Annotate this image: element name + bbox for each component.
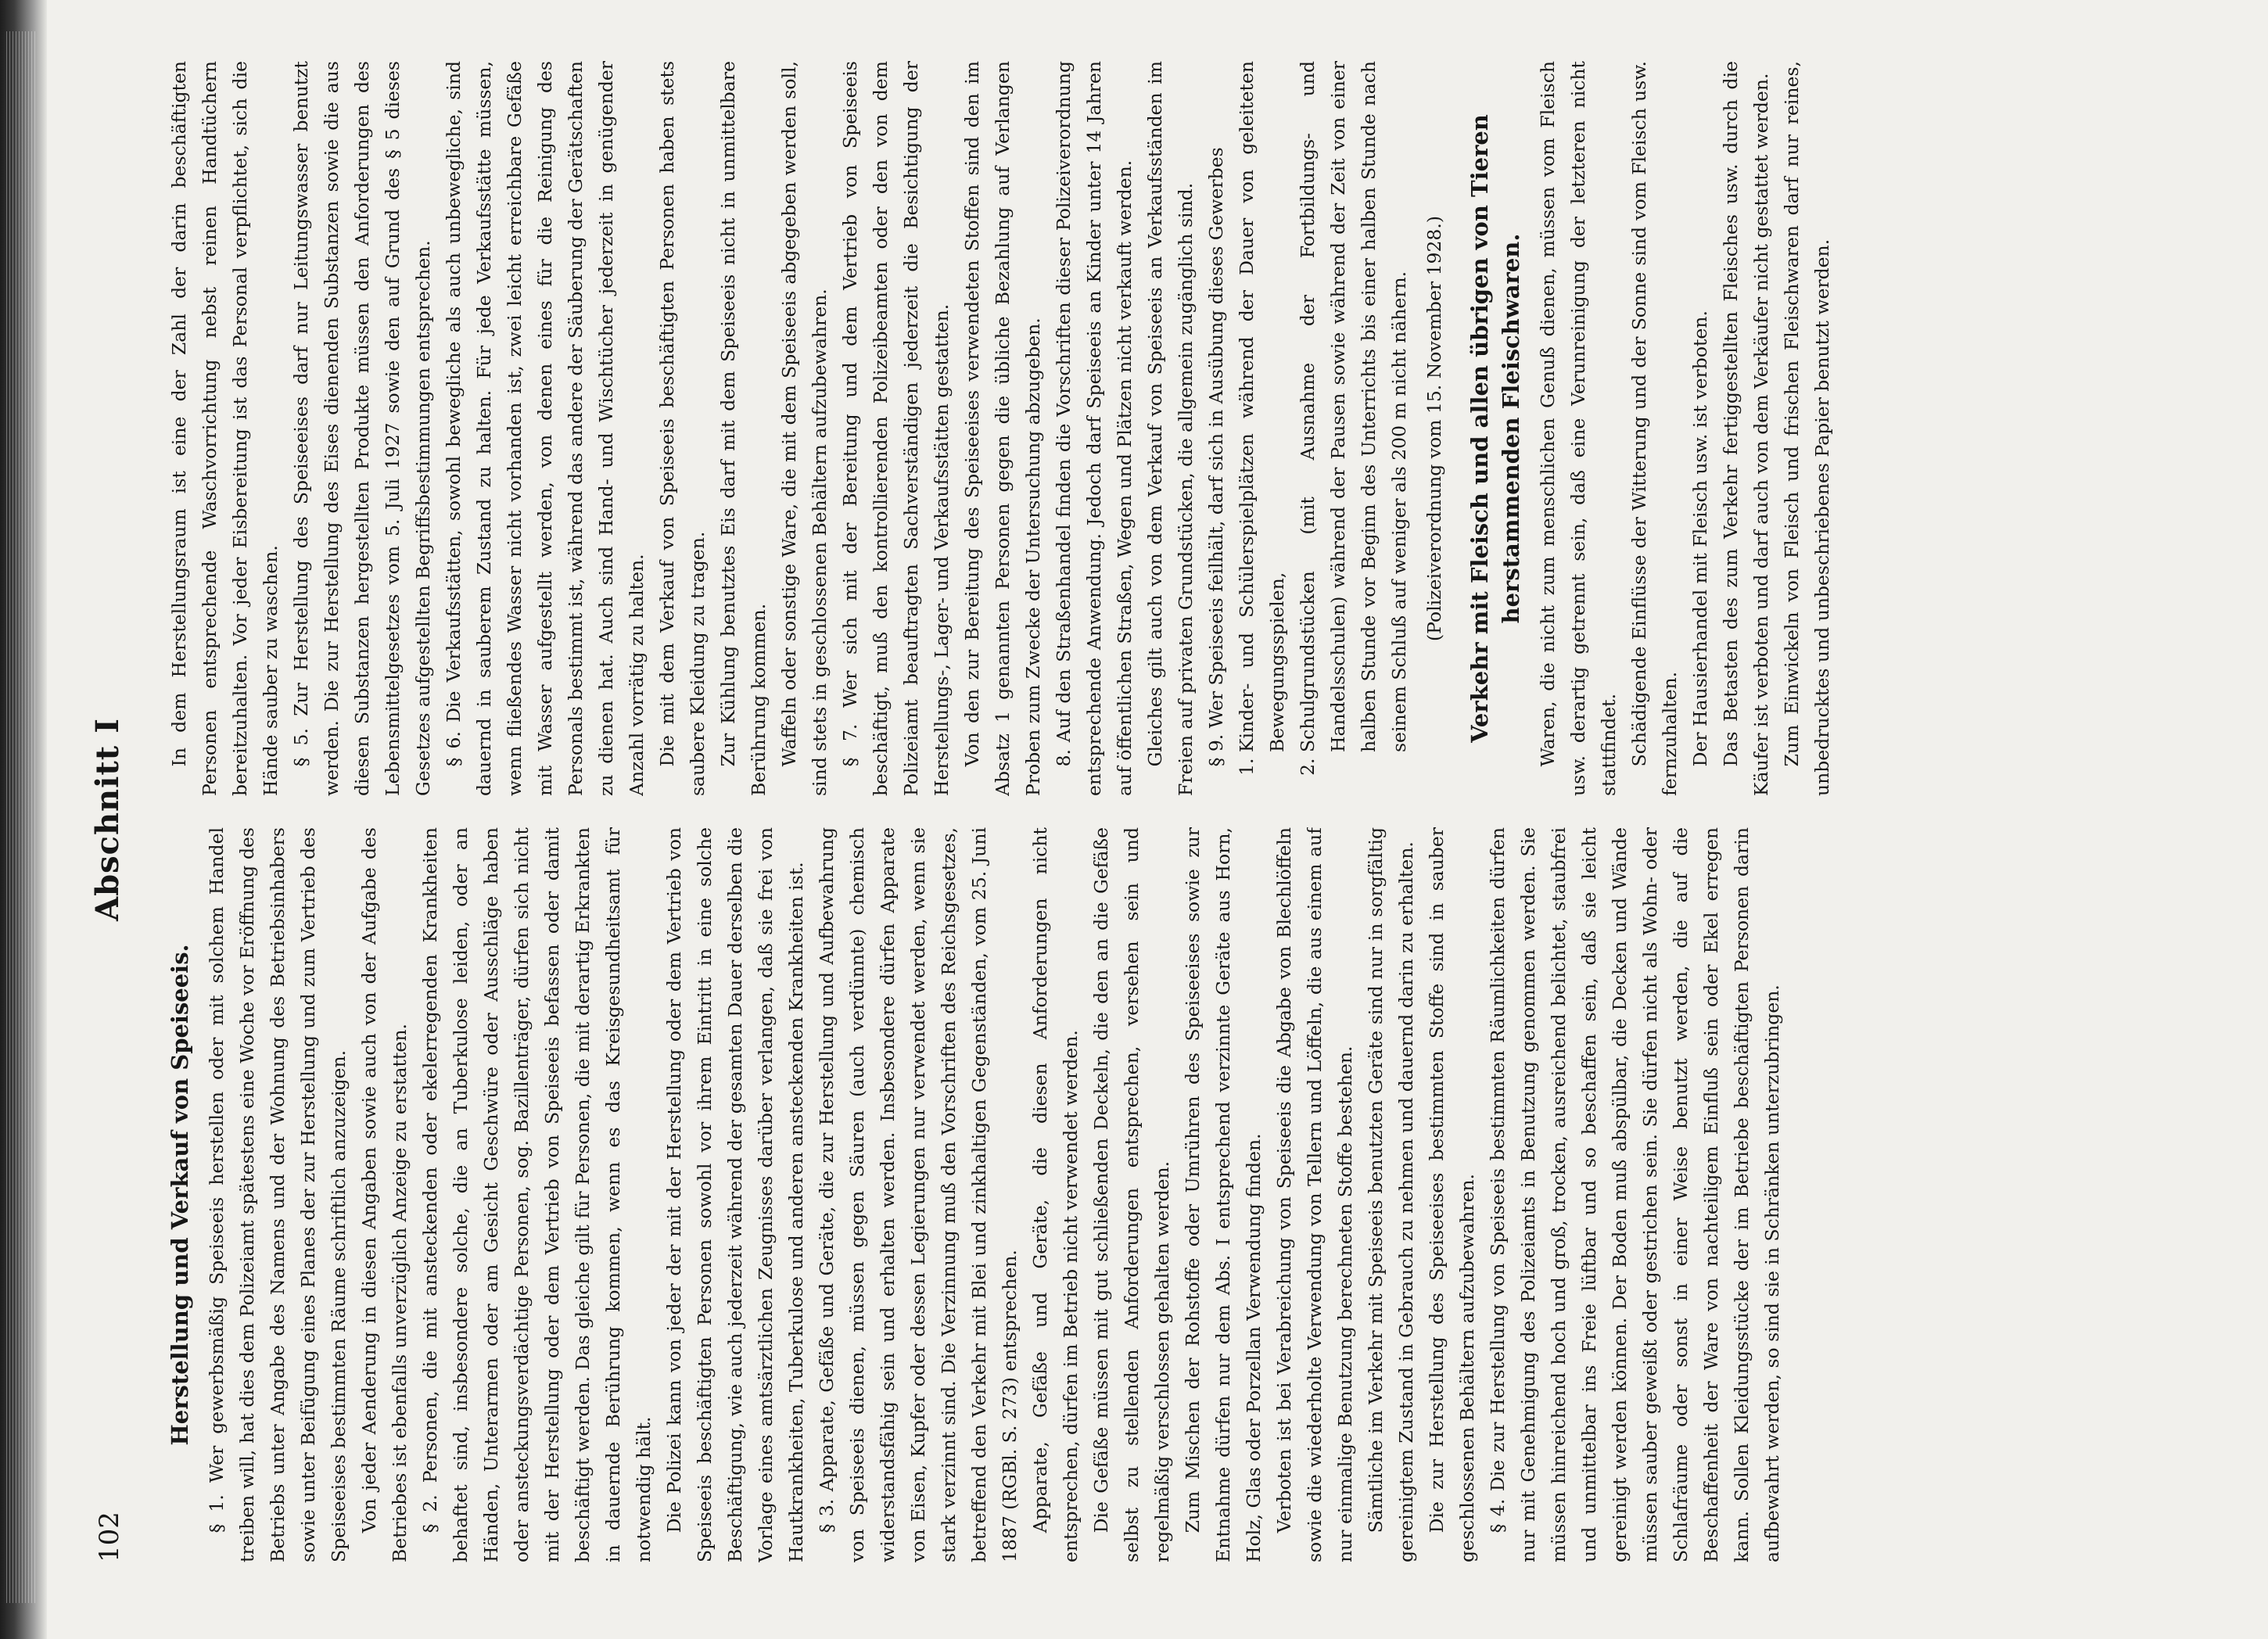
paragraph: 8. Auf den Straßenhandel finden die Vorschriften dieser Polizeiverordnung entsprechende Anwendung. Jedoch darf Speiseeis an Kinder unter 14 Jahren auf öffentlichen Straßen, Wegen und Plätzen nicht verkauft werden. bbox=[1053, 61, 1136, 796]
page-edges bbox=[6, 31, 38, 1603]
paragraph: § 7. Wer sich mit der Bereitung und dem Vertrieb von Speiseeis beschäftigt, muß den kontrollierenden Polizeibeamten oder den von dem Polizeiamt beauftragten Sachverständigen jederzeit die Besichtigung der Herstellungs-, Lager- und Verkaufsstätten gestatten. bbox=[839, 61, 953, 796]
numbered-list bbox=[1232, 61, 1415, 796]
book-spine-edge bbox=[0, 0, 47, 1639]
paragraph: § 3. Apparate, Gefäße und Geräte, die zur Herstellung und Aufbewahrung von Speiseeis dienen, müssen gegen Säuren (auch verdünnte) chemisch widerstandsfähig sein und erhalten werden. Insbesondere dürfen Apparate von Eisen, Kupfer oder dessen Legierungen nur verwendet werden, wenn sie stark verzinnt sind. Die Verzinnung muß den Vorschriften des Reichsgesetzes, betreffend den Verkehr mit Blei und zinkhaltigen Gegenständen, vom 25. Juni 1887 (RGBl. S. 273) entsprechen. bbox=[816, 827, 1021, 1562]
paragraph: Von den zur Bereitung des Speiseeises verwendeten Stoffen sind den im Absatz 1 genannten Personen gegen die übliche Bezahlung auf Verlangen Proben zum Zwecke der Untersuchung abzugeben. bbox=[961, 61, 1044, 796]
paragraph: Waren, die nicht zum menschlichen Genuß dienen, müssen vom Fleisch usw. derartig getrennt sein, daß eine Verunreinigung der letzteren nicht stattfindet. bbox=[1537, 61, 1620, 796]
page-number: 102 bbox=[94, 1512, 125, 1562]
paragraph: Verboten ist bei Verabreichung von Speiseeis die Abgabe von Blechlöffeln sowie die wiederholte Verwendung von Tellern und Löffeln, die aus einem auf nur einmalige Benutzung berechneten Stoffe bestehen. bbox=[1273, 827, 1356, 1562]
paragraph: Das Betasten des zum Verkehr fertiggestellten Fleisches usw. durch die Käufer ist verboten und darf auch von dem Verkäufer nicht gestattet werden. bbox=[1720, 61, 1772, 796]
list-item: 1. Kinder- und Schülerspielplätzen während der Dauer von geleiteten Bewegungsspielen, bbox=[1232, 61, 1293, 752]
rotated-page bbox=[70, 30, 2213, 1609]
list-item: 2. Schulgrundstücken (mit Ausnahme der Fortbildungs- und Handelsschulen) während der Pausen sowie während der Zeit von einer halben Stunde vor Beginn des Unterrichts bis einer halben Stunde nach seinem Schluß auf weniger als 200 m nicht nähern. bbox=[1293, 61, 1415, 752]
paragraph: Die zur Herstellung des Speiseeises bestimmten Stoffe sind in sauber geschlossenen Behältern aufzubewahren. bbox=[1426, 827, 1478, 1562]
paragraph: Zur Kühlung benutztes Eis darf mit dem Speiseeis nicht in unmittelbare Berührung kommen. bbox=[717, 61, 770, 796]
paragraph: Die Gefäße müssen mit gut schließenden Deckeln, die den an die Gefäße selbst zu stellenden Anforderungen entsprechen, versehen sein und regelmäßig verschlossen gehalten werden. bbox=[1090, 827, 1173, 1562]
paragraph: § 2. Personen, die mit ansteckenden oder ekelerregenden Krankheiten behaftet sind, insbesondere solche, die an Tuberkulose leiden, oder an Händen, Unterarmen oder am Gesicht Geschwüre oder Ausschläge haben oder ansteckungsverdächtige Personen, sog. Bazillenträger, dürfen sich nicht mit der Herstellung oder dem Vertrieb von Speiseeis befassen oder damit beschäftigt werden. Das gleiche gilt für Personen, die mit derartig Erkrankten in dauernde Berührung kommen, wenn es das Kreisgesundheitsamt für notwendig hält. bbox=[419, 827, 655, 1562]
paragraph: Apparate, Gefäße und Geräte, die diesen Anforderungen nicht entsprechen, dürfen im Betrieb nicht verwendet werden. bbox=[1029, 827, 1082, 1562]
paragraph: Zum Einwickeln von Fleisch und frischen Fleischwaren darf nur reines, unbedrucktes und unbeschriebenes Papier benutzt werden. bbox=[1781, 61, 1833, 796]
regulation-note: (Polizeiverordnung vom 15. November 1928.) bbox=[1423, 215, 1445, 642]
paragraph: § 1. Wer gewerbsmäßig Speiseeis herstellen oder mit solchem Handel treiben will, hat dies dem Polizeiamt spätestens eine Woche vor Eröffnung des Betriebs unter Angabe des Namens und der Wohnung des Betriebsinhabers sowie unter Beifügung eines Planes der zur Herstellung und zum Vertrieb des Speiseeises bestimmten Räume schriftlich anzuzeigen. bbox=[206, 827, 350, 1562]
paragraph: § 6. Die Verkaufsstätten, sowohl bewegliche als auch unbewegliche, sind dauernd in sauberem Zustand zu halten. Für jede Verkaufsstätte müssen, wenn fließendes Wasser nicht vorhanden ist, zwei leicht erreichbare Gefäße mit Wasser aufgestellt werden, von denen eines für die Reinigung des Personals bestimmt ist, während das andere der Säuberung der Gerätschaften zu dienen hat. Auch sind Hand- und Wischtücher jederzeit in genügender Anzahl vorrätig zu halten. bbox=[443, 61, 648, 796]
paragraph: Gleiches gilt auch von dem Verkauf von Speiseeis an Verkaufsständen im Freien auf privaten Grundstücken, die allgemein zugänglich sind. bbox=[1144, 61, 1197, 796]
paragraph: Zum Mischen der Rohstoffe oder Umrühren des Speiseeises sowie zur Entnahme dürfen nur dem Abs. I entsprechend verzinnte Geräte aus Horn, Holz, Glas oder Porzellan Verwendung finden. bbox=[1182, 827, 1265, 1562]
paragraph: § 9. Wer Speiseeis feilhält, darf sich in Ausübung dieses Gewerbes bbox=[1205, 147, 1227, 767]
paragraph: In dem Herstellungsraum ist eine der Zahl der darin beschäftigten Personen entsprechende Waschvorrichtung nebst reinen Handtüchern bereitzuhalten. Vor jeder Eisbereitung ist das Personal verpflichtet, sich die Hände sauber zu waschen. bbox=[168, 61, 282, 796]
heading-fleisch: Verkehr mit Fleisch und allen übrigen von Tieren herstammenden Fleischwaren. bbox=[1466, 114, 1524, 743]
paragraph: Waffeln oder sonstige Ware, die mit dem Speiseeis abgegeben werden soll, sind stets in geschlossenen Behältern aufzubewahren. bbox=[778, 61, 831, 796]
right-column bbox=[164, 61, 2182, 796]
paragraph: Schädigende Einflüsse der Witterung und der Sonne sind vom Fleisch usw. fernzuhalten. bbox=[1628, 61, 1681, 796]
paragraph: Die Polizei kann von jeder der mit der Herstellung oder dem Vertrieb von Speiseeis beschäftigten Personen sowohl vor ihrem Eintritt in eine solche Beschäftigung, wie auch jederzeit während der gesamten Dauer derselben die Vorlage eines amtsärztlichen Zeugnisses darüber verlangen, daß sie frei von Hautkrankheiten, Tuberkulose und anderen ansteckenden Krankheiten ist. bbox=[663, 827, 807, 1562]
section-heading: Abschnitt I bbox=[89, 718, 126, 921]
paragraph: Sämtliche im Verkehr mit Speiseeis benutzten Geräte sind nur in sorgfältig gereinigtem Zustand in Gebrauch zu nehmen und dauernd darin zu erhalten. bbox=[1365, 827, 1417, 1562]
paragraph: § 4. Die zur Herstellung von Speiseeis bestimmten Räumlichkeiten dürfen nur mit Genehmigung des Polizeiamts in Benutzung genommen werden. Sie müssen hinreichend hoch und groß, trocken, ausreichend belichtet, staubfrei und unmittelbar ins Freie lüftbar und so beschaffen sein, daß sie leicht gereinigt werden können. Der Boden muß abspülbar, die Decken und Wände müssen sauber geweißt oder gestrichen sein. Sie dürfen nicht als Wohn- oder Schlafräume oder sonst in einer Weise benutzt werden, die auf die Beschaffenheit der Ware von nachteiligem Einfluß sein oder Ekel erregen kann. Sollen Kleidungsstücke der im Betriebe beschäftigten Personen darin aufbewahrt werden, so sind sie in Schränken unterzubringen. bbox=[1487, 827, 1783, 1562]
left-column bbox=[164, 827, 2182, 1562]
paragraph: Von jeder Aenderung in diesen Angaben sowie auch von der Aufgabe des Betriebes ist ebenfalls unverzüglich Anzeige zu erstatten. bbox=[358, 827, 411, 1562]
paragraph: Der Hausierhandel mit Fleisch usw. ist verboten. bbox=[1689, 310, 1711, 767]
paragraph: § 5. Zur Herstellung des Speiseeises darf nur Leitungswasser benutzt werden. Die zur Herstellung des Eises dienenden Substanzen sowie die aus diesen Substanzen hergestellten Produkte müssen den Anforderungen des Lebensmittelgesetzes vom 5. Juli 1927 sowie den auf Grund des § 5 dieses Gesetzes aufgestellten Begriffsbestimmungen entsprechen. bbox=[290, 61, 434, 796]
heading-speiseeis: Herstellung und Verkauf von Speiseeis. bbox=[167, 944, 193, 1446]
paragraph: Die mit dem Verkauf von Speiseeis beschäftigten Personen haben stets saubere Kleidung zu tragen. bbox=[656, 61, 709, 796]
